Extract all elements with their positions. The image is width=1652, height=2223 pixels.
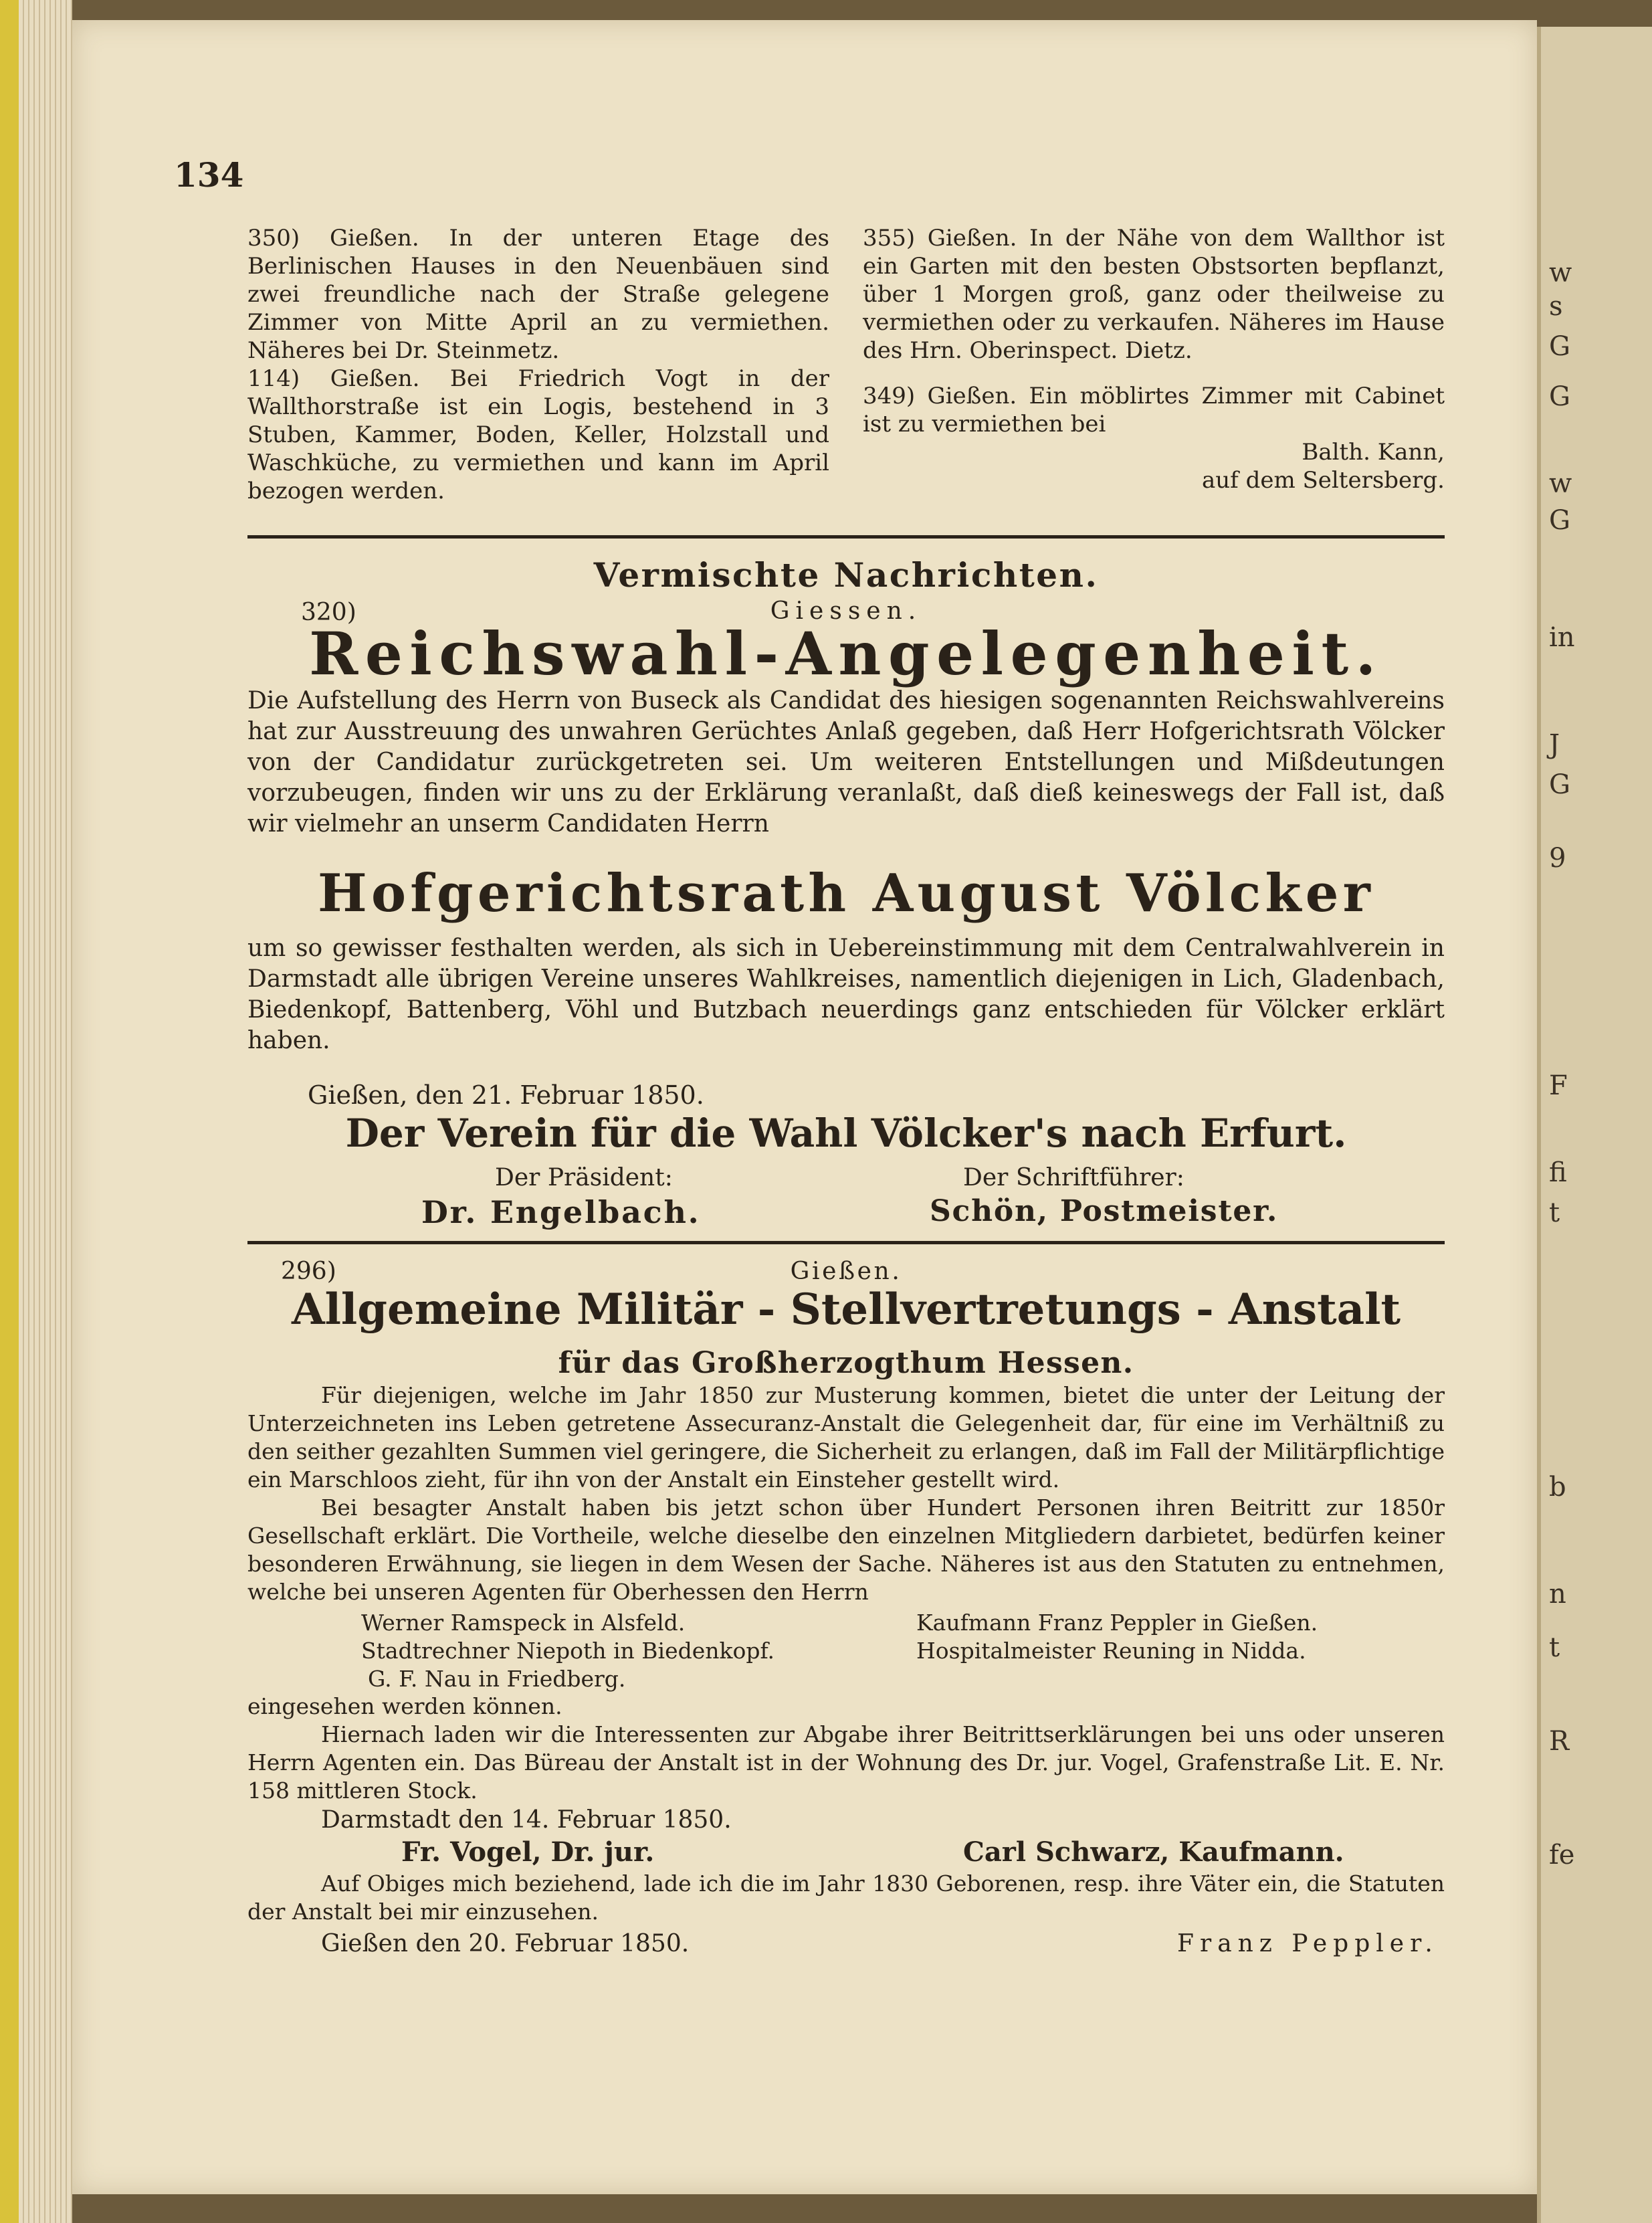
notice-296-headline: Allgemeine Militär - Stellvertretungs - Anstalt [291, 1284, 1401, 1335]
association-name: Der Verein für die Wahl Völcker's nach Erfurt. [345, 1110, 1347, 1156]
notice-320-paragraph-2: um so gewisser festhalten werden, als sich in Uebereinstimmung mit dem Centralwahlverein in Darmstadt alle übrigen Vereine unseres Wahlkreises, namentlich diejenigen in Lich, Gladenbach, Biedenkopf, Battenberg, Vöhl und Butzbach neuerdings ganz entschieden für Völcker erklärt haben. [247, 935, 1445, 1054]
secretary-name: Schön, Postmeister. [930, 1194, 1279, 1228]
gutter-fragment: 9 [1549, 843, 1566, 874]
ad-349-signature: Balth. Kann, [1302, 439, 1445, 466]
notice-320-body-1 [247, 686, 1445, 840]
agent-entry: Hospitalmeister Reuning in Nidda. [916, 1638, 1306, 1664]
ad-355: 355) Gießen. In der Nähe von dem Wallthor ist ein Garten mit den besten Obstsorten bepflanzt, über 1 Morgen groß, ganz oder theilweise zu vermiethen oder zu verkaufen. Näheres im Hause des Hrn. Oberinspect. Dietz. [863, 225, 1445, 364]
signature-peppler: Franz Peppler. [1177, 1930, 1439, 1957]
gutter-fragment: G [1549, 505, 1570, 536]
agents-row [361, 1637, 1431, 1665]
agents-row [361, 1665, 1431, 1693]
gutter-fragment: J [1549, 729, 1560, 760]
section-title: Vermischte Nachrichten. [593, 555, 1099, 595]
signature-vogel: Fr. Vogel, Dr. jur. [401, 1836, 655, 1868]
facing-page-edge [1537, 27, 1652, 2223]
right-ads-column [863, 224, 1445, 494]
notice-320-paragraph: Die Aufstellung des Herrn von Buseck als Candidat des hiesigen sogenannten Reichswahlvereins hat zur Ausstreuung des unwahren Gerüchtes Anlaß gegeben, daß Herr Hofgerichtsrath Völcker von der Candidatur zurückgetreten sei. Um weiteren Entstellungen und Mißdeutungen vorzubeugen, finden wir uns zu der Erklärung veranlaßt, daß dieß keineswegs der Fall ist, daß wir vielmehr an unserm Candidaten Herrn [247, 687, 1445, 838]
notice-296-body-2 [247, 1693, 1445, 1805]
notice-296-body-3 [247, 1870, 1445, 1926]
notice-320-headline: Reichswahl-Angelegenheit. [309, 619, 1383, 688]
left-ads-column [247, 224, 829, 505]
gutter-fragment: G [1549, 331, 1570, 362]
page-stack [19, 0, 72, 2223]
page-number: 134 [174, 155, 244, 195]
gutter-fragment: w [1549, 468, 1572, 499]
gutter-fragment: t [1549, 1632, 1560, 1663]
gutter-fragment: F [1549, 1070, 1568, 1101]
notice-296-date-2: Gießen den 20. Februar 1850. [321, 1930, 690, 1957]
agent-entry: Stadtrechner Niepoth in Biedenkopf. [361, 1638, 775, 1664]
notice-320-ref: 320) [301, 599, 356, 626]
gutter-fragment: R [1549, 1726, 1570, 1757]
gutter-fragment: fe [1549, 1840, 1575, 1870]
section-rule [247, 535, 1445, 539]
section-rule-2 [247, 1241, 1445, 1244]
notice-320-body-2 [247, 933, 1445, 1056]
notice-296-date-1: Darmstadt den 14. Februar 1850. [321, 1806, 732, 1834]
notice-296-body-1 [247, 1381, 1445, 1606]
signature-schwarz: Carl Schwarz, Kaufmann. [963, 1836, 1344, 1868]
notice-296-paragraph-4: Hiernach laden wir die Interessenten zur Abgabe ihrer Beitrittserklärungen bei uns oder unseren Herrn Agenten ein. Das Büreau der Anstalt ist in der Wohnung des Dr. jur. Vogel, Grafenstraße Lit. E. Nr. 158 mittleren Stock. [247, 1721, 1445, 1804]
gutter-fragment: fi [1549, 1157, 1567, 1188]
ad-349: 349) Gießen. Ein möblirtes Zimmer mit Cabinet ist zu vermiethen bei [863, 383, 1445, 438]
gutter-fragment: in [1549, 622, 1575, 653]
gutter-fragment: t [1549, 1197, 1560, 1228]
gutter-fragment: n [1549, 1579, 1566, 1610]
ad-350: 350) Gießen. In der unteren Etage des Berlinischen Hauses in den Neuenbäuen sind zwei freundliche nach der Straße gelegene Zimmer von Mitte April an zu vermiethen. Näheres bei Dr. Steinmetz. [247, 225, 829, 364]
notice-320-place: Giessen. [770, 597, 922, 625]
gutter-fragment: s [1549, 291, 1563, 322]
agents-list [361, 1609, 1431, 1693]
secretary-role: Der Schriftführer: [963, 1164, 1184, 1191]
ad-114: 114) Gießen. Bei Friedrich Vogt in der Wallthorstraße ist ein Logis, bestehend in 3 Stuben, Kammer, Boden, Keller, Holzstall und Waschküche, zu vermiethen und kann im April bezogen werden. [247, 365, 829, 504]
book-edge [0, 0, 19, 2223]
gutter-fragment: b [1549, 1472, 1566, 1503]
agent-entry: Werner Ramspeck in Alsfeld. [361, 1610, 686, 1636]
president-name: Dr. Engelbach. [421, 1194, 701, 1230]
agent-entry: Kaufmann Franz Peppler in Gießen. [916, 1610, 1318, 1636]
gutter-fragment: G [1549, 381, 1570, 412]
notice-296-paragraph-3: eingesehen werden können. [247, 1693, 562, 1719]
notice-320-date: Gießen, den 21. Februar 1850. [308, 1080, 704, 1110]
notice-296-paragraph-2: Bei besagter Anstalt haben bis jetzt schon über Hundert Personen ihren Beitritt zur 1850r Gesellschaft erklärt. Die Vortheile, welche dieselbe den einzelnen Mitgliedern darbietet, bedürfen keiner besonderen Erwähnung, sie liegen in dem Wesen der Sache. Näheres ist aus den Statuten zu entnehmen, welche bei unseren Agenten für Oberhessen den Herrn [247, 1494, 1445, 1605]
agent-entry: G. F. Nau in Friedberg. [368, 1666, 626, 1692]
notice-296-place: Gießen. [790, 1258, 902, 1285]
gutter-fragment: G [1549, 769, 1570, 800]
candidate-name: Hofgerichtsrath August Völcker [318, 863, 1374, 924]
notice-296-paragraph-5: Auf Obiges mich beziehend, lade ich die im Jahr 1830 Geborenen, resp. ihre Väter ein, die Statuten der Anstalt bei mir einzusehen. [247, 1870, 1445, 1925]
gutter-fragment: w [1549, 258, 1572, 288]
notice-296-subhead: für das Großherzogthum Hessen. [558, 1346, 1134, 1380]
president-role: Der Präsident: [495, 1164, 673, 1191]
ad-349-address: auf dem Seltersberg. [1202, 467, 1445, 494]
agents-row [361, 1609, 1431, 1637]
notice-296-ref: 296) [281, 1258, 336, 1285]
notice-296-paragraph-1: Für diejenigen, welche im Jahr 1850 zur Musterung kommen, bietet die unter der Leitung der Unterzeichneten ins Leben getretene Assecuranz-Anstalt die Gelegenheit dar, für eine im Verhältniß zu den seither gezahlten Summen viel geringere, die Sicherheit zu erlangen, daß im Fall der Militärpflichtige ein Marschloos zieht, für ihn von der Anstalt ein Einsteher gestellt wird. [247, 1382, 1445, 1492]
